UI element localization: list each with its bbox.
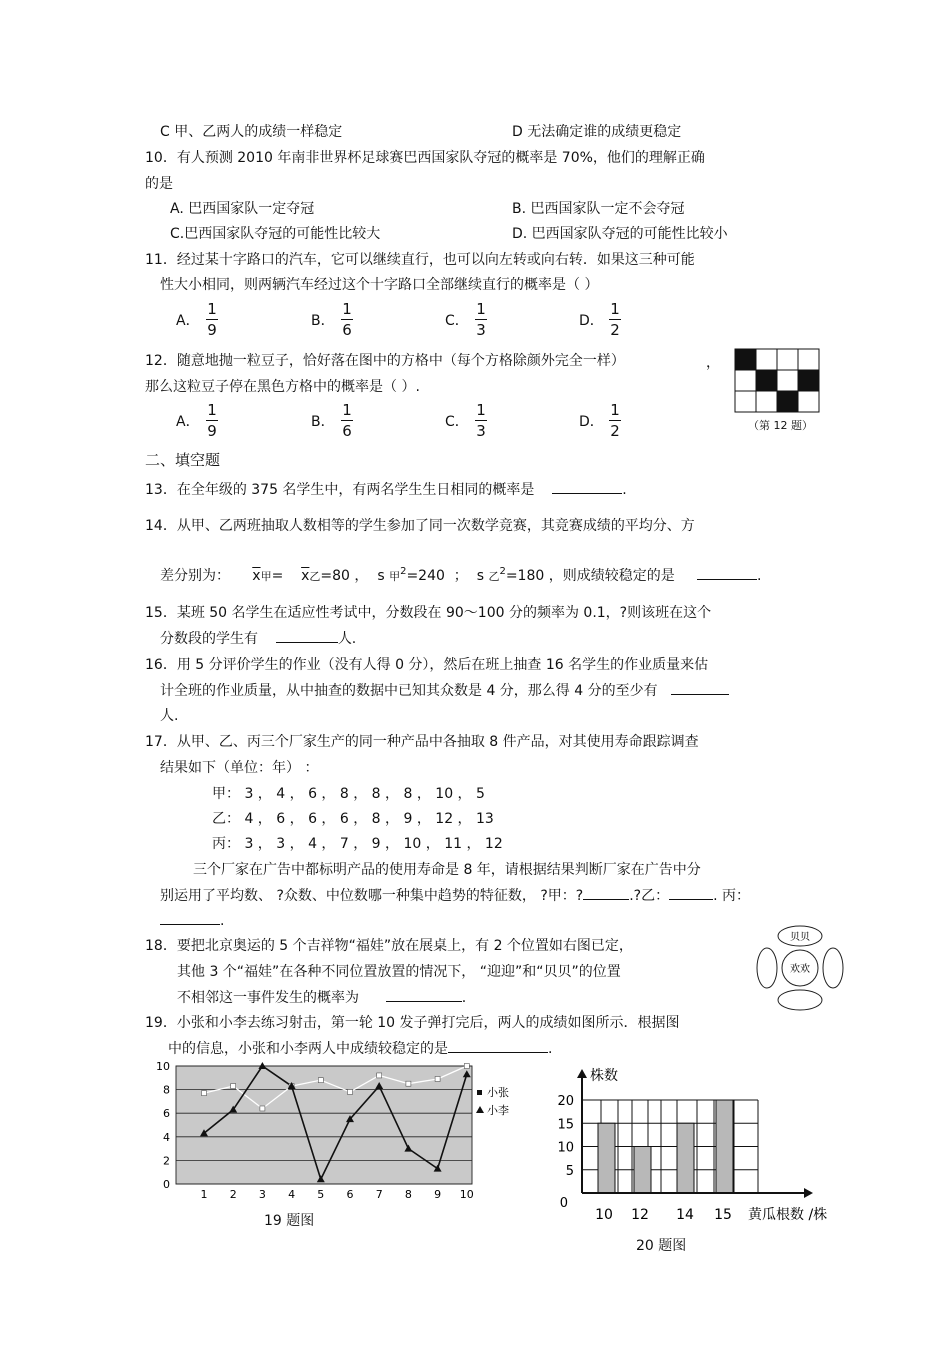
x-tick-label: 14 [676, 1207, 694, 1223]
q12-option-a-fraction: 1 9 [207, 401, 217, 440]
point-zhang [377, 1073, 382, 1078]
y-tick-label: 10 [557, 1140, 574, 1156]
q17-stem-line1: 17．从甲、乙、丙三个厂家生产的同一种产品中各抽取 8 件产品，对其使用寿命跟踪调查 [145, 734, 699, 750]
x-tick-label: 8 [404, 1188, 412, 1198]
q11-option-d-label: D． [579, 313, 604, 329]
q12-option-b-label: B． [311, 414, 335, 430]
point-zhang [348, 1089, 353, 1094]
bar-12 [634, 1147, 651, 1194]
legend-marker-li [476, 1106, 484, 1113]
q10-option-c: C.巴西国家队夺冠的可能性比较大 [170, 226, 381, 242]
q12-option-a-label: A． [176, 414, 200, 430]
chart-19-caption: 19 题图 [264, 1213, 315, 1229]
point-zhang [406, 1081, 411, 1086]
x-tick-label: 12 [631, 1207, 649, 1223]
grid-cell-2-0 [735, 391, 756, 412]
q12-stem-comma: ， [706, 355, 720, 371]
q17-data-row-bing: 丙： 3 ， 3 ， 4 ， 7 ， 9 ， 10 ， 11 ， 12 [212, 836, 503, 852]
legend-label-zhang: 小张 [487, 1086, 509, 1099]
x-tick-label: 3 [258, 1188, 266, 1198]
grid-cell-0-0 [735, 349, 756, 370]
q18-stem-line1: 18．要把北京奥运的 5 个吉祥物“福娃”放在展桌上，有 2 个位置如右图已定， [145, 938, 633, 954]
q17-stem-line5: . [160, 912, 224, 930]
q11-option-b-label: B． [311, 313, 335, 329]
point-zhang [464, 1064, 469, 1069]
grid-cell-2-3 [798, 391, 819, 412]
q11-option-c-label: C． [445, 313, 469, 329]
section-2-heading: 二、填空题 [145, 451, 221, 469]
q18-mascot-figure [752, 922, 844, 1014]
q12-grid-caption: （第 12 题） [748, 419, 813, 432]
grid-cell-1-3 [798, 370, 819, 391]
grid-cell-0-2 [777, 349, 798, 370]
point-zhang [318, 1078, 323, 1083]
x-tick-label: 4 [288, 1188, 296, 1198]
legend-label-li: 小李 [487, 1104, 509, 1117]
y-tick-label: 0 [559, 1196, 568, 1211]
q12-option-b-fraction: 1 6 [342, 401, 352, 440]
x-tick-label: 10 [459, 1188, 474, 1198]
q16-stem-line2: 计全班的作业质量，从中抽查的数据中已知其众数是 4 分，那么得 4 分的至少有 [160, 682, 729, 700]
x-tick-label: 15 [714, 1207, 732, 1223]
q17-stem-line4: 别运用了平均数、 ?众数、中位数哪一种集中趋势的特征数， ?甲：? .?乙： . 丙： [160, 888, 750, 904]
grid-cell-2-1 [756, 391, 777, 412]
q18-stem-line3: 不相邻这一事件发生的概率为 . [177, 990, 467, 1006]
mascot-position-bottom [778, 990, 822, 1010]
q11-option-a-label: A． [176, 313, 200, 329]
mascot-position-left [757, 948, 777, 988]
q14-answer-blank[interactable] [697, 579, 757, 580]
point-zhang [231, 1084, 236, 1089]
point-zhang [260, 1106, 265, 1111]
q17-stem-line2: 结果如下（单位：年） ： [160, 760, 319, 776]
q19-stem-line1: 19．小张和小李去练习射击，第一轮 10 发子弹打完后，两人的成绩如图所示．根据图 [145, 1015, 680, 1031]
chart-19-line [150, 1058, 510, 1198]
bar-15 [716, 1100, 733, 1193]
x-axis-label: 黄瓜根数 /株 [748, 1207, 828, 1223]
y-tick-label: 2 [163, 1154, 170, 1168]
q10-stem-line1: 10．有人预测 2010 年南非世界杯足球赛巴西国家队夺冠的概率是 70%，他们的理解正确 [145, 150, 705, 166]
q15-stem-line2: 分数段的学生有 人. [160, 631, 357, 647]
q14-stem-line1: 14．从甲、乙两班抽取人数相等的学生参加了同一次数学竞赛，其竞赛成绩的平均分、方 [145, 518, 695, 534]
x-tick-label: 10 [595, 1207, 613, 1223]
x-tick-label: 7 [375, 1188, 383, 1198]
q12-grid-figure [734, 348, 822, 414]
y-tick-label: 10 [156, 1060, 170, 1073]
grid-cell-2-2 [777, 391, 798, 412]
q17-stem-line3: 三个厂家在广告中都标明产品的使用寿命是 8 年，请根据结果判断厂家在广告中分 [193, 862, 701, 878]
q11-option-c-fraction: 1 3 [476, 300, 486, 339]
y-tick-label: 8 [163, 1083, 170, 1097]
y-tick-label: 6 [163, 1107, 170, 1121]
q17-data-row-yi: 乙： 4 ， 6 ， 6 ， 6 ， 8 ， 9 ， 12 ， 13 [212, 811, 494, 827]
grid-cell-1-1 [756, 370, 777, 391]
q16-answer-blank[interactable] [671, 694, 729, 695]
x-tick-label: 6 [346, 1188, 354, 1198]
chart-20-caption: 20 题图 [636, 1238, 687, 1254]
q17-blank-jia[interactable] [583, 899, 629, 900]
x-tick-label: 5 [317, 1188, 325, 1198]
q13-answer-blank[interactable] [552, 493, 622, 494]
q17-blank-bing[interactable] [160, 924, 220, 925]
x-tick-label: 1 [200, 1188, 208, 1198]
mascot-top-label: 贝贝 [790, 932, 810, 943]
q12-stem-line1: 12．随意地抛一粒豆子，恰好落在图中的方格中（每个方格除颜外完全一样） [145, 353, 625, 369]
y-tick-label: 4 [163, 1130, 170, 1144]
y-axis-arrow [577, 1069, 587, 1078]
point-zhang [202, 1091, 207, 1096]
mascot-position-right [823, 948, 843, 988]
grid-cell-0-1 [756, 349, 777, 370]
chart-20-bar [556, 1062, 846, 1227]
q10-option-b: B. 巴西国家队一定不会夺冠 [512, 201, 685, 217]
q11-option-a-fraction: 1 9 [207, 300, 217, 339]
q10-option-d: D. 巴西国家队夺冠的可能性比较小 [512, 226, 728, 242]
q11-option-d-fraction: 1 2 [610, 300, 620, 339]
q19-answer-blank[interactable] [448, 1052, 548, 1053]
q17-data-row-jia: 甲： 3 ， 4 ， 6 ， 8 ， 8 ， 8 ， 10 ， 5 [212, 786, 485, 802]
q16-stem-line3: 人. [160, 708, 179, 724]
q9-option-d: D 无法确定谁的成绩更稳定 [512, 124, 682, 140]
q13-stem: 13．在全年级的 375 名学生中，有两名学生生日相同的概率是 . [145, 482, 627, 498]
bar-10 [598, 1123, 615, 1193]
point-zhang [435, 1076, 440, 1081]
grid-cell-1-0 [735, 370, 756, 391]
x-axis-arrow [804, 1188, 813, 1198]
q11-option-b-fraction: 1 6 [342, 300, 352, 339]
q10-option-a: A. 巴西国家队一定夺冠 [170, 201, 315, 217]
q15-answer-blank[interactable] [276, 642, 338, 643]
q12-option-d-label: D． [579, 414, 604, 430]
q19-stem-line2: 中的信息，小张和小李两人中成绩较稳定的是 . [168, 1041, 553, 1057]
q12-option-c-fraction: 1 3 [476, 401, 486, 440]
q11-stem-line1: 11．经过某十字路口的汽车，它可以继续直行，也可以向左转或向右转．如果这三种可能 [145, 252, 695, 268]
q18-answer-blank[interactable] [386, 1001, 462, 1002]
q17-blank-yi[interactable] [669, 899, 713, 900]
y-tick-label: 0 [163, 1178, 170, 1191]
plot-area [176, 1066, 472, 1184]
q9-option-c: C 甲、乙两人的成绩一样稳定 [160, 124, 343, 140]
mascot-center-label: 欢欢 [790, 964, 810, 975]
y-tick-label: 5 [565, 1163, 574, 1179]
q12-option-d-fraction: 1 2 [610, 401, 620, 440]
x-tick-label: 9 [434, 1188, 442, 1198]
q15-stem-line1: 15．某班 50 名学生在适应性考试中，分数段在 90～100 分的频率为 0.1，?则该班在这个 [145, 605, 712, 621]
q18-stem-line2: 其他 3 个“福娃”在各种不同位置放置的情况下， “迎迎”和“贝贝”的位置 [177, 964, 621, 980]
grid-cell-0-3 [798, 349, 819, 370]
y-tick-label: 20 [557, 1094, 574, 1109]
y-axis-label: 株数 [590, 1068, 618, 1084]
q12-stem-line2: 那么这粒豆子停在黑色方格中的概率是（ ）. [145, 379, 420, 395]
q12-option-c-label: C． [445, 414, 469, 430]
legend-marker-zhang [477, 1090, 482, 1095]
q14-stem-line2: 差分别为： $\overline{x}$甲= $\overline{x}$乙=80 ， s 甲$^2$=240 ； s 乙$^2$=180 ，则成绩较稳定的是 . [160, 566, 762, 584]
q11-stem-line2: 性大小相同，则两辆汽车经过这个十字路口全部继续直行的概率是（ ） [160, 277, 599, 293]
q10-stem-line2: 的是 [145, 176, 173, 192]
q16-stem-line1: 16．用 5 分评价学生的作业（没有人得 0 分），然后在班上抽查 16 名学生的作业质量来估 [145, 657, 709, 673]
grid-cell-1-2 [777, 370, 798, 391]
y-tick-label: 15 [557, 1117, 574, 1133]
bar-14 [677, 1123, 694, 1193]
x-tick-label: 2 [229, 1188, 237, 1198]
